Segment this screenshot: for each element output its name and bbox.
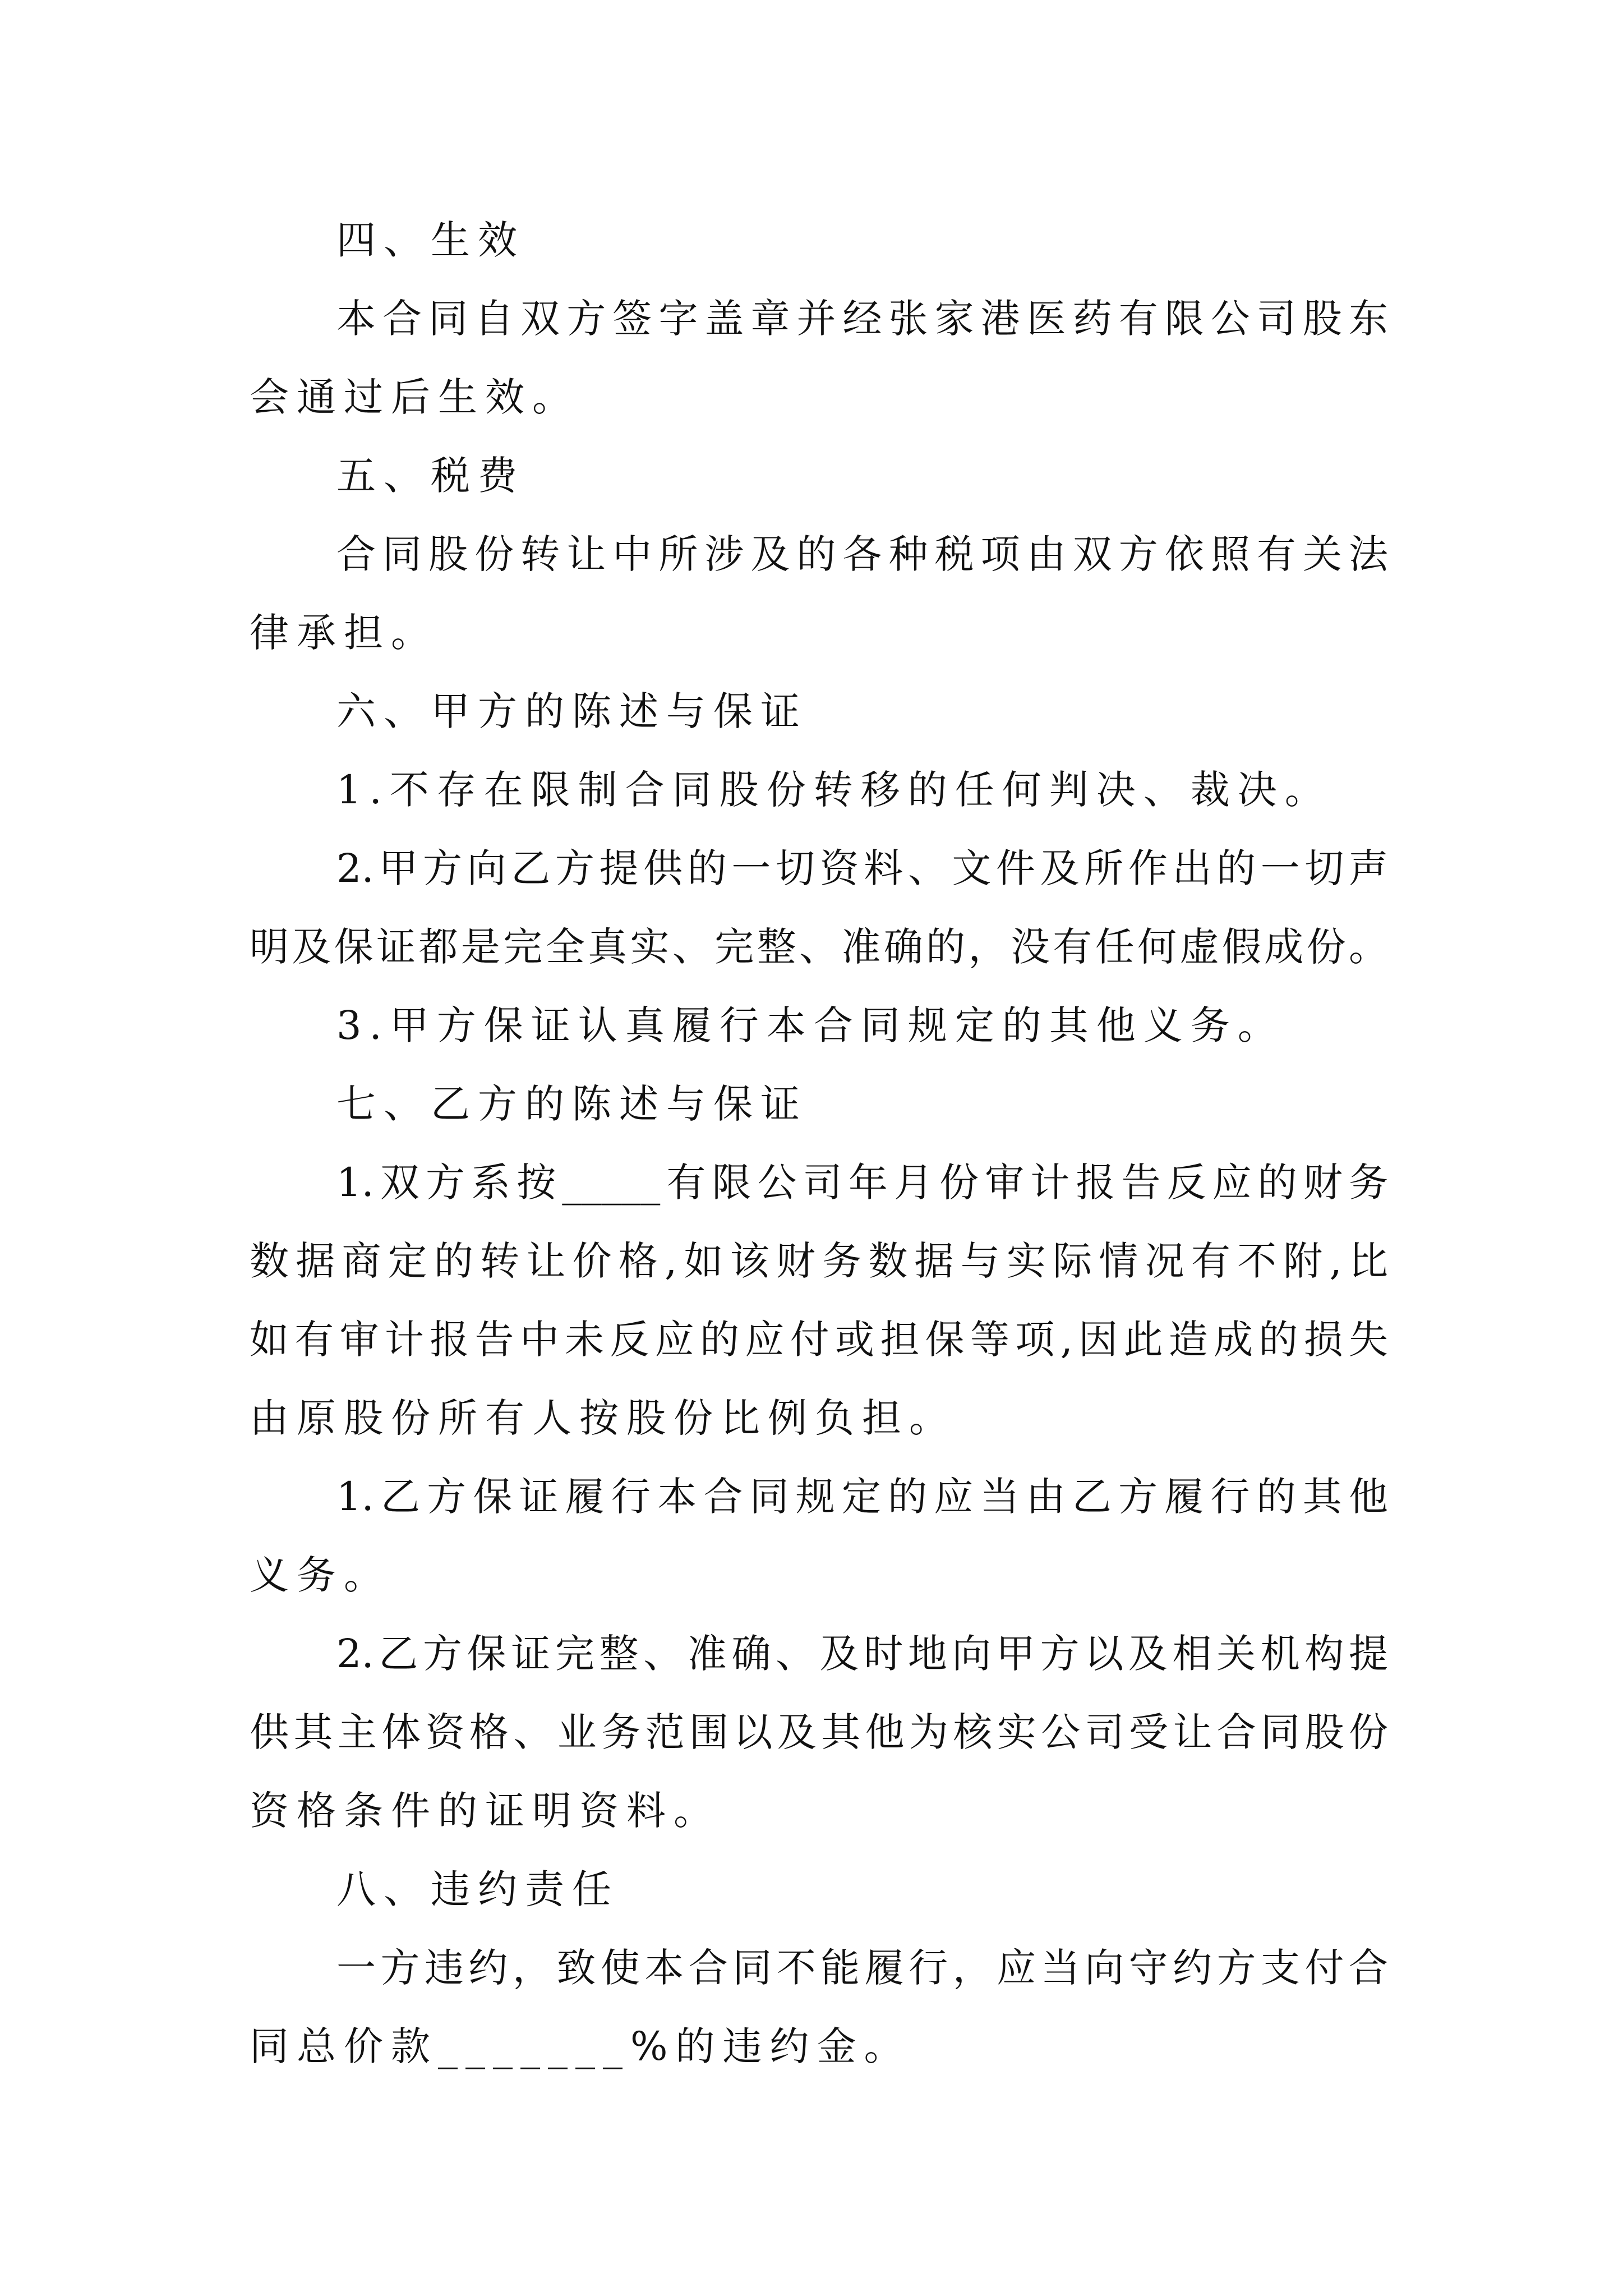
paragraph-line: 数据商定的转让价格,如该财务数据与实际情况有不附,比: [250, 1238, 1388, 1284]
paragraph-line: 由原股份所有人按股份比例负担。: [250, 1395, 956, 1441]
paragraph-line: 一方违约，致使本合同不能履行，应当向守约方支付合: [336, 1945, 1388, 1991]
section-heading-party-a-representations: 六、甲方的陈述与保证: [336, 688, 808, 734]
paragraph-line: 资格条件的证明资料。: [250, 1788, 721, 1834]
paragraph-line: 2.甲方向乙方提供的一切资料、文件及所作出的一切声: [336, 845, 1388, 891]
paragraph-line: 3.甲方保证认真履行本合同规定的其他义务。: [336, 1002, 1285, 1048]
paragraph-line: 1.乙方保证履行本合同规定的应当由乙方履行的其他: [336, 1474, 1388, 1520]
paragraph-line: 2.乙方保证完整、准确、及时地向甲方以及相关机构提: [336, 1631, 1388, 1677]
document-page: [250, 213, 1388, 2073]
section-heading-liability: 八、违约责任: [336, 1866, 619, 1912]
paragraph-line: 同总价款_______%的违约金。: [250, 2023, 911, 2069]
paragraph-line: 本合同自双方签字盖章并经张家港医药有限公司股东: [336, 296, 1388, 342]
paragraph-line: 义务。: [250, 1552, 391, 1598]
paragraph-line: 合同股份转让中所涉及的各种税项由双方依照有关法: [336, 531, 1388, 577]
paragraph-line: 供其主体资格、业务范围以及其他为核实公司受让合同股份: [250, 1709, 1388, 1755]
paragraph-line: 1.双方系按_____有限公司年月份审计报告反应的财务: [336, 1159, 1388, 1205]
paragraph-line: 1.不存在限制合同股份转移的任何判决、裁决。: [336, 767, 1332, 813]
paragraph-line: 明及保证都是完全真实、完整、准确的，没有任何虚假成份。: [250, 924, 1388, 970]
section-heading-effectiveness: 四、生效: [336, 217, 525, 263]
section-heading-taxes: 五、税费: [336, 453, 525, 499]
paragraph-line: 会通过后生效。: [250, 374, 579, 420]
section-heading-party-b-representations: 七、乙方的陈述与保证: [336, 1081, 808, 1127]
paragraph-line: 律承担。: [250, 610, 438, 656]
paragraph-line: 如有审计报告中未反应的应付或担保等项,因此造成的损失: [250, 1317, 1388, 1363]
